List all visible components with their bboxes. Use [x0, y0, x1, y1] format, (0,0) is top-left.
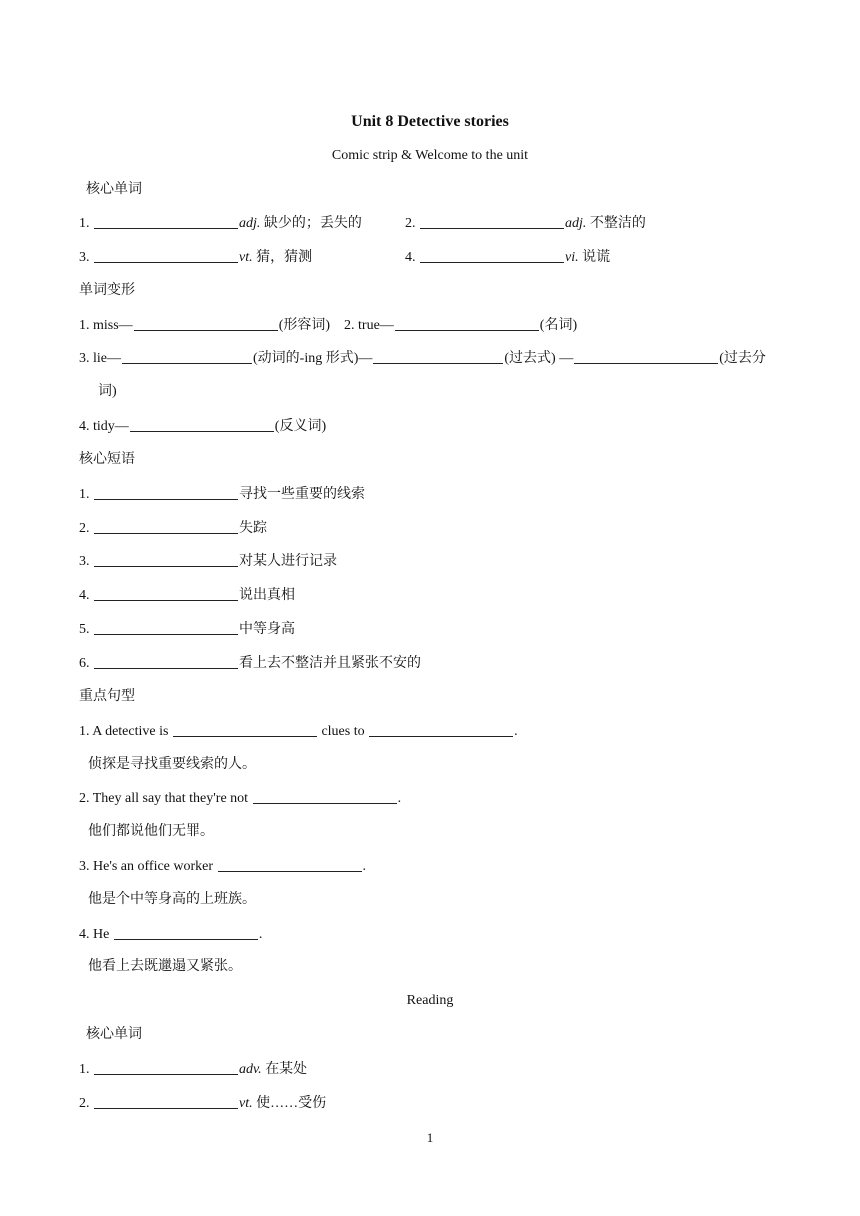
item-number: 3.: [79, 554, 90, 569]
answer-blank[interactable]: [373, 349, 503, 364]
answer-blank[interactable]: [94, 1094, 238, 1109]
answer-blank[interactable]: [94, 552, 238, 567]
word-form-stem: 3. lie—: [79, 351, 121, 366]
unit-title: Unit 8 Detective stories: [351, 113, 509, 130]
item-number: 6.: [79, 656, 90, 671]
part-of-speech: adv.: [239, 1062, 262, 1077]
item-number: 1.: [79, 487, 90, 502]
reading-word-item-1: [79, 1060, 307, 1079]
section-heading-core-phrases: 核心短语: [79, 452, 135, 467]
answer-blank[interactable]: [94, 214, 238, 229]
item-number: 2.: [79, 521, 90, 536]
word-form-hint: (反义词): [274, 419, 327, 434]
answer-blank[interactable]: [130, 417, 274, 432]
phrase-meaning: 寻找一些重要的线索: [239, 487, 365, 502]
phrase-meaning: 说出真相: [239, 588, 295, 603]
sentence-text: 2. They all say that they're not: [79, 791, 249, 806]
item-number: 4.: [405, 250, 416, 265]
answer-blank[interactable]: [218, 857, 362, 872]
part-of-speech: vt.: [239, 1096, 253, 1111]
section-title-reading: Reading: [406, 993, 454, 1008]
sentence-text: .: [397, 791, 402, 806]
core-word-item-1: [79, 214, 362, 233]
answer-blank[interactable]: [173, 722, 317, 737]
section-heading-word-forms: 单词变形: [79, 283, 135, 298]
sentence-translation-2: 他们都说他们无罪。: [88, 824, 214, 839]
item-number: 2.: [405, 216, 416, 231]
word-meaning: 使……受伤: [252, 1096, 327, 1111]
answer-blank[interactable]: [369, 722, 513, 737]
sentence-translation-4: 他看上去既邋遢又紧张。: [88, 959, 242, 974]
word-form-hint: (动词的-ing 形式)—: [253, 351, 373, 366]
phrase-meaning: 对某人进行记录: [239, 554, 337, 569]
word-meaning: 说谎: [578, 250, 611, 265]
word-form-hint: (过去分: [719, 351, 766, 366]
sentence-text: .: [258, 927, 263, 942]
answer-blank[interactable]: [94, 654, 238, 669]
phrase-item-4: [79, 586, 295, 605]
answer-blank[interactable]: [420, 214, 564, 229]
phrase-item-6: [79, 654, 421, 673]
phrase-meaning: 看上去不整洁并且紧张不安的: [239, 656, 421, 671]
section-heading-core-words: 核心单词: [86, 182, 142, 197]
sentence-text: 1. A detective is: [79, 724, 169, 739]
sentence-item-1: [79, 722, 518, 741]
answer-blank[interactable]: [395, 316, 539, 331]
sentence-text: 3. He's an office worker: [79, 859, 214, 874]
sentence-text: clues to: [317, 724, 365, 739]
answer-blank[interactable]: [420, 248, 564, 263]
answer-blank[interactable]: [94, 1060, 238, 1075]
answer-blank[interactable]: [253, 789, 397, 804]
section-subtitle: Comic strip & Welcome to the unit: [331, 148, 529, 163]
sentence-item-2: [79, 789, 401, 808]
answer-blank[interactable]: [114, 925, 258, 940]
item-number: 2.: [79, 1096, 90, 1111]
section-heading-key-sentences: 重点句型: [79, 689, 135, 704]
part-of-speech: vt.: [239, 250, 253, 265]
answer-blank[interactable]: [134, 316, 278, 331]
answer-blank[interactable]: [94, 620, 238, 635]
word-form-item-1: [79, 316, 577, 335]
sentence-item-4: [79, 925, 262, 944]
word-form-hint: (形容词): [278, 318, 331, 333]
item-number: 1.: [79, 216, 90, 231]
phrase-meaning: 失踪: [239, 521, 267, 536]
word-form-item-3-continued: 词): [98, 384, 117, 399]
sentence-text: .: [362, 859, 367, 874]
answer-blank[interactable]: [574, 349, 718, 364]
core-word-item-4: [405, 248, 610, 267]
answer-blank[interactable]: [94, 248, 238, 263]
answer-blank[interactable]: [122, 349, 252, 364]
core-word-item-2: [405, 214, 646, 233]
phrase-item-3: [79, 552, 337, 571]
word-form-stem: 1. miss—: [79, 318, 133, 333]
part-of-speech: vi.: [565, 250, 579, 265]
word-form-hint: (过去式) —: [504, 351, 574, 366]
reading-word-item-2: [79, 1094, 326, 1113]
phrase-item-5: [79, 620, 295, 639]
part-of-speech: adj.: [239, 216, 261, 231]
answer-blank[interactable]: [94, 519, 238, 534]
phrase-item-1: [79, 485, 365, 504]
word-meaning: 在某处: [261, 1062, 308, 1077]
item-number: 5.: [79, 622, 90, 637]
section-heading-core-words-2: 核心单词: [86, 1027, 142, 1042]
part-of-speech: adj.: [565, 216, 587, 231]
core-word-item-3: [79, 248, 312, 267]
answer-blank[interactable]: [94, 485, 238, 500]
item-number: 3.: [79, 250, 90, 265]
page-number: 1: [426, 1130, 434, 1145]
word-form-item-3: [79, 349, 766, 368]
item-number: 4.: [79, 588, 90, 603]
word-meaning: 猜，猜测: [252, 250, 313, 265]
sentence-item-3: [79, 857, 366, 876]
word-form-stem: 2. true—: [344, 318, 394, 333]
sentence-text: 4. He: [79, 927, 110, 942]
sentence-translation-1: 侦探是寻找重要线索的人。: [88, 757, 256, 772]
word-meaning: 缺少的；丢失的: [260, 216, 362, 231]
item-number: 1.: [79, 1062, 90, 1077]
answer-blank[interactable]: [94, 586, 238, 601]
sentence-text: .: [514, 724, 518, 739]
phrase-item-2: [79, 519, 267, 538]
word-form-item-4: [79, 417, 326, 436]
word-meaning: 不整洁的: [586, 216, 646, 231]
sentence-translation-3: 他是个中等身高的上班族。: [88, 892, 256, 907]
phrase-meaning: 中等身高: [239, 622, 295, 637]
word-form-stem: 4. tidy—: [79, 419, 129, 434]
word-form-hint: (名词): [539, 318, 578, 333]
